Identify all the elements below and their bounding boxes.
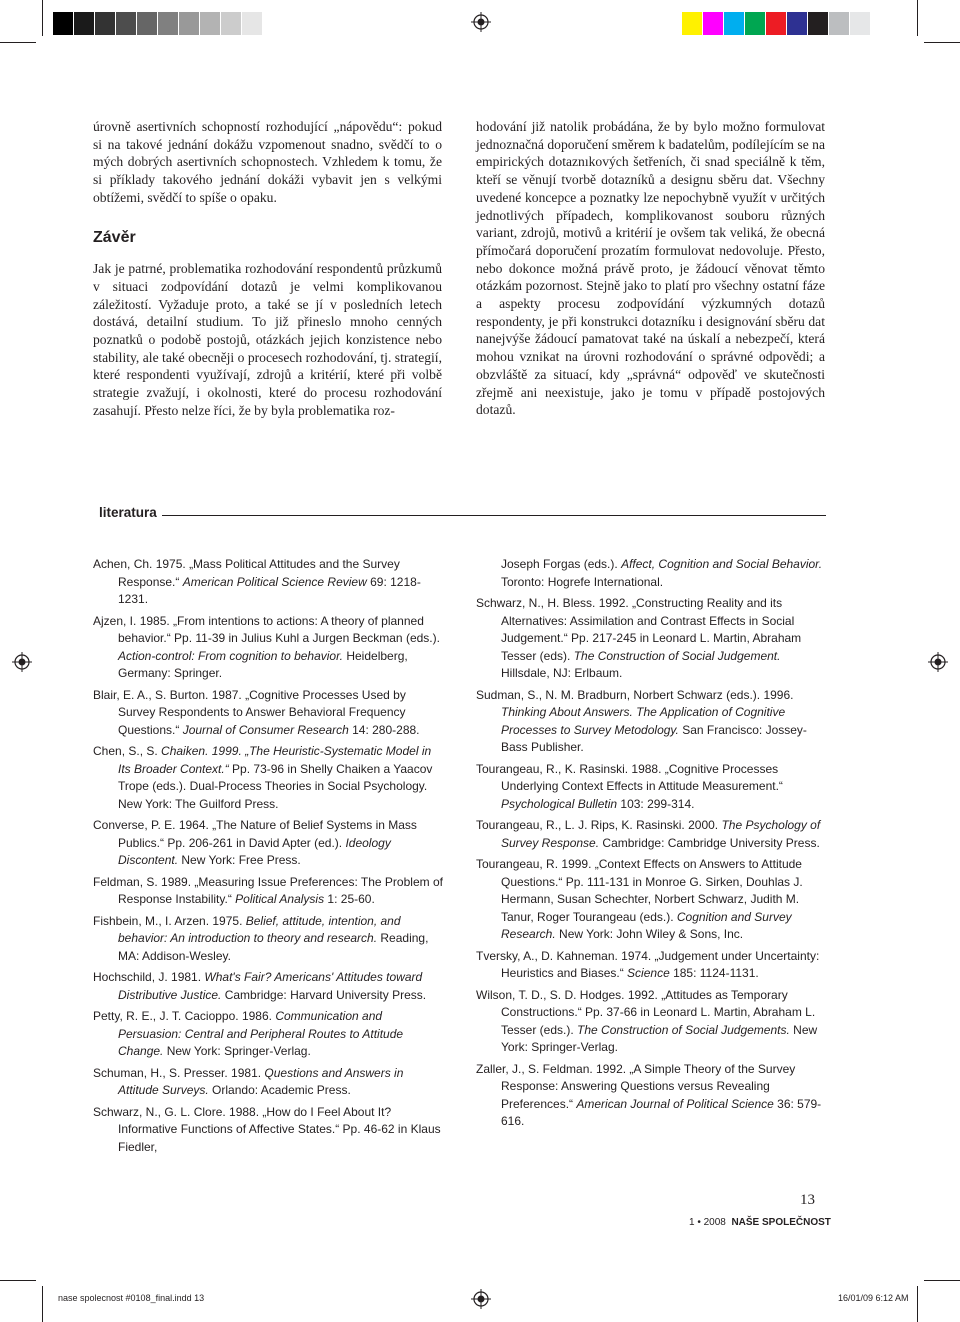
section-heading: Závěr bbox=[93, 228, 136, 246]
color-swatch bbox=[807, 12, 828, 35]
registration-mark-icon bbox=[928, 652, 948, 672]
page-number: 13 bbox=[800, 1192, 815, 1208]
reference-title: Affect, Cognition and Social Behavior. bbox=[621, 557, 823, 571]
reference-entry bbox=[476, 761, 826, 814]
reference-entry bbox=[476, 687, 826, 757]
reference-text: San Francisco: Jossey-Bass Publisher. bbox=[501, 722, 807, 754]
reference-title: Questions and Answers in Attitude Surveys. bbox=[118, 1065, 404, 1097]
reference-text: Schwarz, N., H. Bless. 1992. „Constructing Reality and its Alternatives: Assimilation and Contrast Effects in Social Judgement.“ Pp. 217-245 in Leonard L. Martin, Abraham Tesser (eds). bbox=[476, 596, 802, 663]
reference-title: Communication and Persuasion: Central and Peripheral Routes to Attitude Change. bbox=[118, 1009, 404, 1058]
reference-text: Wilson, T. D., S. D. Hodges. 1992. „Attitudes as Temporary Constructions.“ Pp. 37-66 in Leonard L. Martin, Abraham L. Tesser (eds.). bbox=[476, 987, 816, 1037]
crop-mark bbox=[42, 1286, 43, 1322]
reference-entry bbox=[93, 969, 443, 1004]
reference-text: Orlando: Academic Press. bbox=[208, 1083, 351, 1097]
reference-text: Schwarz, N., G. L. Clore. 1988. „How do I Feel About It? Informative Functions of Affective States.“ Pp. 46-62 in Klaus Fiedler, bbox=[93, 1104, 441, 1154]
reference-text: Tourangeau, R., L. J. Rips, K. Rasinski. 2000. bbox=[476, 818, 722, 832]
reference-entry bbox=[476, 987, 826, 1057]
reference-entry bbox=[93, 556, 443, 609]
reference-text: Chen, S., S. bbox=[93, 744, 162, 758]
reference-entry bbox=[93, 913, 443, 966]
reference-text: 69: 1218-1231. bbox=[118, 574, 421, 606]
reference-title: Psychological Bulletin bbox=[501, 796, 618, 811]
reference-text: Cambridge: Harvard University Press. bbox=[221, 987, 427, 1002]
reference-text: 36: 579-616. bbox=[501, 1096, 822, 1128]
crop-mark bbox=[0, 1280, 36, 1281]
body-paragraph: Jak je patrné, problematika rozhodování respondentů průzkumů v situaci zodpovídání dotazů je velmi komplikovanou záležitostí. Vyžaduje proto, a také se jí v posledních letech dostává, detailní studium. To již přineslo mnoho cenných poznatků o podobě postojů, otázkách jejich konzistence nebo stability, ale také obecněji o procesech rozhodování, tj. strategií, které respondenti využívají, zdrojů a kritérií, které při volbě strategie zvažují, i okolnosti, které do procesu rozhodování zasahují. Přesto nelze říci, že by byla problematika roz- bbox=[93, 261, 442, 418]
reference-title: The Construction of Social Judgements. bbox=[577, 1022, 790, 1037]
color-swatch bbox=[786, 12, 807, 35]
reference-title: The Construction of Social Judgement. bbox=[573, 648, 781, 663]
color-swatch bbox=[241, 12, 262, 35]
left-text-column bbox=[93, 118, 442, 420]
registration-mark-icon bbox=[12, 652, 32, 672]
crop-mark bbox=[917, 0, 918, 36]
reference-entry bbox=[93, 1065, 443, 1100]
reference-entry bbox=[93, 687, 443, 740]
color-swatch bbox=[94, 12, 115, 35]
color-swatch bbox=[765, 12, 786, 35]
reference-text: Schuman, H., S. Presser. 1981. bbox=[93, 1065, 265, 1080]
color-bar bbox=[681, 12, 870, 35]
reference-entry bbox=[93, 613, 443, 683]
reference-title: Action-control: From cognition to behavior. bbox=[118, 648, 343, 663]
journal-name: NAŠE SPOLEČNOST bbox=[731, 1217, 831, 1228]
color-swatch bbox=[178, 12, 199, 35]
crop-mark bbox=[924, 42, 960, 43]
reference-text: Converse, P. E. 1964. „The Nature of Belief Systems in Mass Publics.“ Pp. 206-261 in David Apter (ed.). bbox=[93, 818, 417, 850]
references-right bbox=[476, 556, 826, 1135]
reference-title: Cognition and Survey Research. bbox=[501, 909, 792, 941]
reference-text: New York: John Wiley & Sons, Inc. bbox=[555, 927, 744, 941]
color-swatch bbox=[723, 12, 744, 35]
reference-entry bbox=[93, 1008, 443, 1061]
heading-rule bbox=[162, 515, 826, 516]
print-timestamp: 16/01/09 6:12 AM bbox=[838, 1293, 909, 1303]
reference-text: Cambridge: Cambridge University Press. bbox=[599, 835, 820, 850]
color-swatch bbox=[73, 12, 94, 35]
color-swatch bbox=[115, 12, 136, 35]
crop-mark bbox=[42, 0, 43, 36]
reference-text: Reading, MA: Addison-Wesley. bbox=[118, 931, 429, 963]
reference-title: Ideology Discontent. bbox=[118, 835, 391, 867]
reference-entry bbox=[476, 1061, 826, 1131]
reference-text: New York: Springer-Verlag. bbox=[163, 1044, 311, 1058]
reference-text: Zaller, J., S. Feldman. 1992. „A Simple Theory of the Survey Response: Answering Questions versus Revealing Preferences.“ bbox=[476, 1061, 796, 1111]
literature-heading: literatura bbox=[99, 505, 157, 520]
reference-entry bbox=[476, 856, 826, 944]
reference-title: What's Fair? Americans' Attitudes toward Distributive Justice. bbox=[118, 970, 423, 1002]
reference-text: 14: 280-288. bbox=[348, 722, 420, 737]
reference-title: Journal of Consumer Research bbox=[182, 722, 349, 737]
color-swatch bbox=[744, 12, 765, 35]
reference-text: New York: Springer-Verlag. bbox=[501, 1022, 818, 1054]
issue-label: 1 • 2008 bbox=[689, 1217, 726, 1228]
registration-mark-icon bbox=[471, 1289, 491, 1309]
references-left bbox=[93, 556, 443, 1160]
reference-text: Achen, Ch. 1975. „Mass Political Attitudes and the Survey Response.“ bbox=[93, 557, 400, 589]
reference-text: Tversky, A., D. Kahneman. 1974. „Judgement under Uncertainty: Heuristics and Biases.“ bbox=[476, 948, 820, 980]
reference-text: 1: 25-60. bbox=[324, 892, 375, 906]
reference-text: Tourangeau, R. 1999. „Context Effects on Answers to Attitude Questions.“ Pp. 111-131 in Monroe G. Sirken, Douhlas J. Hermann, Susan Schechter, Norbert Schwarz, Judith M. Tanur, Roger Tourangeau (eds.). bbox=[476, 857, 803, 924]
color-swatch bbox=[157, 12, 178, 35]
color-swatch bbox=[702, 12, 723, 35]
journal-footer bbox=[689, 1217, 831, 1228]
reference-text: Fishbein, M., I. Arzen. 1975. bbox=[93, 913, 246, 928]
reference-title: Chaiken. 1999. „The Heuristic-Systematic Model in Its Broader Context.“ bbox=[118, 744, 432, 776]
reference-entry bbox=[476, 556, 826, 591]
reference-text: Blair, E. A., S. Burton. 1987. „Cognitive Processes Used by Survey Respondents to Answer Behavioral Frequency Questions.“ bbox=[93, 687, 406, 737]
reference-text: Feldman, S. 1989. „Measuring Issue Preferences: The Problem of Response Instability.“ bbox=[93, 874, 443, 906]
reference-title: Belief, attitude, intention, and behavior: An introduction to theory and research. bbox=[118, 913, 401, 945]
reference-text: Petty, R. E., J. T. Cacioppo. 1986. bbox=[93, 1009, 276, 1023]
reference-entry bbox=[93, 1104, 443, 1157]
reference-text: New York: Free Press. bbox=[178, 853, 301, 867]
color-swatch bbox=[52, 12, 73, 35]
file-slug: nase spolecnost #0108_final.indd 13 bbox=[58, 1293, 205, 1303]
color-swatch bbox=[828, 12, 849, 35]
reference-text: Sudman, S., N. M. Bradburn, Norbert Schwarz (eds.). 1996. bbox=[476, 687, 794, 702]
reference-text: 185: 1124-1131. bbox=[669, 966, 759, 980]
reference-title: The Psychology of Survey Response. bbox=[501, 818, 821, 850]
body-paragraph: úrovně asertivních schopností rozhodující „nápovědu“: pokud si na takové jednání dokážu vzpomenout snadno, svědčí to o mých dobrých asertivních schopnostech. Vzhledem k tomu, že si příklady takového jednání dokáži vybavit jen s velkými obtížemi, svědčí to spíše o opaku. bbox=[93, 119, 442, 205]
reference-entry bbox=[476, 817, 826, 852]
color-swatch bbox=[136, 12, 157, 35]
reference-title: Political Analysis bbox=[235, 892, 325, 906]
reference-entry bbox=[476, 595, 826, 683]
reference-entry bbox=[476, 948, 826, 983]
reference-text: Pp. 73-96 in Shelly Chaiken a Yaacov Trope (eds.). Dual-Process Theories in Social Psychology. New York: The Guilford Press. bbox=[118, 761, 433, 811]
reference-entry bbox=[93, 743, 443, 813]
registration-mark-icon bbox=[471, 12, 491, 32]
reference-title: Thinking About Answers. The Application of Cognitive Processes to Survey Metodology. bbox=[501, 705, 786, 737]
reference-text: Toronto: Hogrefe International. bbox=[501, 574, 664, 589]
crop-mark bbox=[917, 1286, 918, 1322]
color-swatch bbox=[220, 12, 241, 35]
reference-title: Science bbox=[627, 966, 670, 980]
reference-title: American Journal of Political Science bbox=[576, 1096, 774, 1111]
reference-text: Ajzen, I. 1985. „From intentions to actions: A theory of planned behavior.“ Pp. 11-39 in Julius Kuhl a Jurgen Beckman (eds.). bbox=[93, 613, 440, 645]
color-swatch bbox=[681, 12, 702, 35]
crop-mark bbox=[0, 42, 36, 43]
reference-text: 103: 299-314. bbox=[617, 796, 695, 811]
color-swatch bbox=[199, 12, 220, 35]
color-swatch bbox=[849, 12, 870, 35]
reference-title: American Political Science Review bbox=[182, 574, 367, 589]
reference-text: Hochschild, J. 1981. bbox=[93, 970, 205, 984]
reference-text: Hillsdale, NJ: Erlbaum. bbox=[501, 666, 623, 680]
reference-text: Tourangeau, R., K. Rasinski. 1988. „Cognitive Processes Underlying Context Effects in Attitude Measurement.“ bbox=[476, 761, 783, 793]
grayscale-bar bbox=[52, 12, 262, 35]
reference-text: Joseph Forgas (eds.). bbox=[501, 557, 622, 571]
reference-text: Heidelberg, Germany: Springer. bbox=[118, 648, 408, 680]
reference-entry bbox=[93, 817, 443, 870]
reference-entry bbox=[93, 874, 443, 909]
crop-mark bbox=[924, 1280, 960, 1281]
right-text-column bbox=[476, 118, 825, 419]
body-paragraph: hodování již natolik probádána, že by bylo možno formulovat jednoznačná doporučení směrem k badatelům, podílejícím se na empirických dotaznıkových šetřeních, či snad speciálně k těm, kteří se věnují tvorbě dotazníků a designu sběru dat. Všechny uvedené koncepce a poznatky lze nepochybně využít v určitých jednotlivých případech, komplikovanost souboru různých variant, zdrojů, motivů a kritérií je ovšem tak veliká, že obecná přímočará doporučení prozatím formulovat nedovoluje. Přesto, nebo dokonce možná právě proto, je žádoucí věnovat těmto otázkám pozornost. Stejně jako to platí pro všechny ostatní fáze a aspekty procesu zodpovídání výzkumných dotazů respondenty, je při konstrukci dotazníku i designování sběru dat nanejvýše žádoucí pamatovat také na úskalí a nebezpečí, která mohou vznikat na úrovni rozhodování o správné odpovědi; a obzvláště za situací, kdy „správná“ odpověď ve skutečnosti zřejmě ani neexistuje, jako je tomu v případě postojových dotazů. bbox=[476, 119, 825, 418]
